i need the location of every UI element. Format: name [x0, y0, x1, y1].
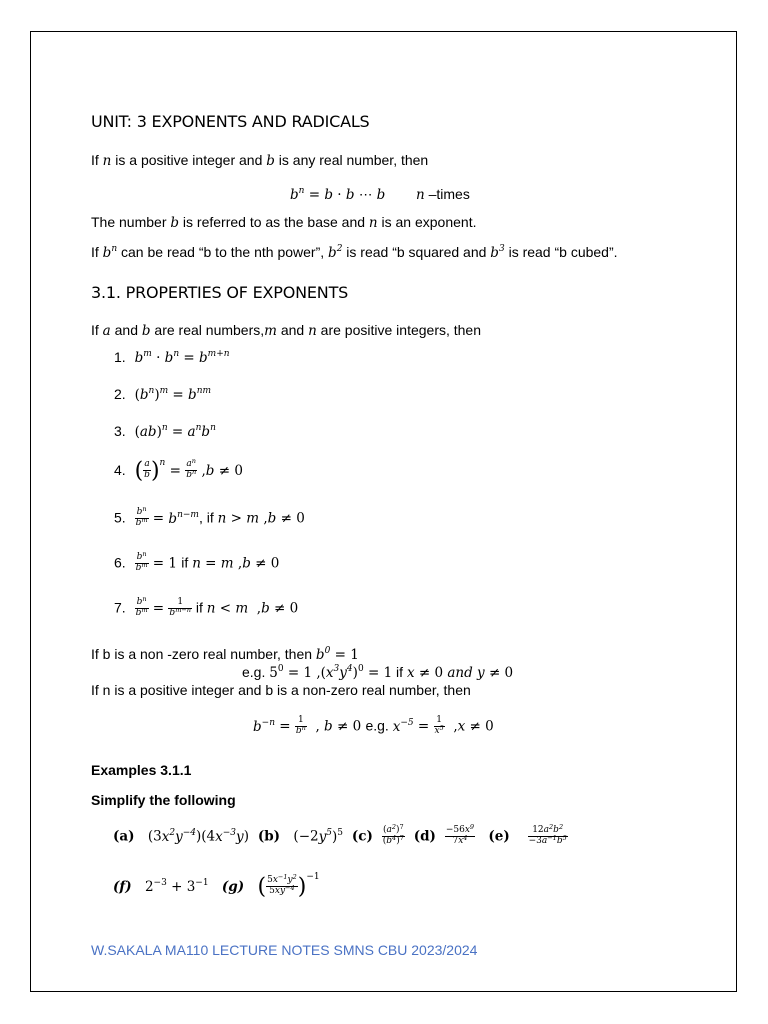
zero-exponent-rule: If b is a non -zero real number, then $b^0 = 1$ [91, 646, 359, 663]
intro-line-3: If $b^n$ can be read “b to the nth power”, $b^2$ is read “b squared and $b^3$ is read “b cubed”. [91, 244, 618, 261]
example-label-g: (g) [221, 879, 245, 895]
examples-row-2: (f) $2^{-3} + 3^{-1}$ (g) ( $\frac{5x^{-1}y^2}{5xy^{-4}}$ )$^{-1}$ [113, 872, 320, 900]
example-label-c: (c) [351, 828, 373, 845]
property-3: 3. $(ab)^n = a^nb^n$ [114, 423, 216, 440]
footer-text: W.SAKALA MA110 LECTURE NOTES SMNS CBU 2023/2024 [91, 942, 478, 958]
section-lead: If a and b are real numbers,m and n are positive integers, then [91, 322, 482, 339]
example-label-f: (f) [113, 879, 132, 895]
property-1: 1. $b^m \cdot b^n = b^{m+n}$ [114, 349, 230, 366]
page-title: UNIT: 3 EXPONENTS AND RADICALS [91, 112, 370, 131]
property-7: 7. $\frac{b^n}{b^m}$ = $\frac{1}{b^{m-n}}$ if n < m ,b ≠ 0 [114, 595, 299, 618]
examples-subheading: Simplify the following [91, 792, 236, 808]
power-definition: $b^n = b \cdot b$ ⋯ b [290, 186, 386, 203]
property-6: 6. $\frac{b^n}{b^m}$ = 1 if n = m ,b ≠ 0 [114, 550, 280, 573]
property-4: 4. ( $\frac{a}{b}$ )$^n$ = $\frac{a^n}{b^n}$ ,b ≠ 0 [114, 457, 243, 484]
property-5: 5. $\frac{b^n}{b^m}$ = $b^{n-m}$, if n > m ,b ≠ 0 [114, 505, 305, 528]
property-2: 2. $(b^n)^m = b^{nm}$ [114, 386, 212, 403]
intro-line-1: If n is a positive integer and b is any real number, then [91, 152, 429, 169]
section-heading: 3.1. PROPERTIES OF EXPONENTS [91, 283, 349, 302]
negative-exponent-rule: If n is a positive integer and b is a non-zero real number, then [91, 682, 471, 698]
power-definition-times: n –times [416, 186, 470, 203]
zero-exponent-example: e.g. $5^0 = 1$ $,(x^3y^4)^0 = 1$ if x ≠ 0 and y ≠ 0 [242, 664, 514, 681]
example-label-b: (b) [257, 828, 281, 845]
intro-line-2: The number b is referred to as the base and n is an exponent. [91, 214, 477, 231]
examples-heading: Examples 3.1.1 [91, 762, 192, 778]
example-label-d: (d) [413, 828, 436, 845]
example-label-e: (e) [488, 828, 510, 845]
example-label-a: (a) [113, 828, 135, 845]
negative-exponent-formula: $b^{-n}$ = $\frac{1}{b^n}$ , b ≠ 0 e.g. $x^{-5}$ = $\frac{1}{x^5}$ ,x ≠ 0 [253, 715, 494, 736]
examples-row-1: (a) $(3x^2y^{-4})(4x^{-3}y)$ (b) $(-2y^5)^5$ (c) $\frac{(a^2)^7}{(b^4)^7}$ (d) $\frac{-56x^9}{7x^4}$ (e) $\frac{12a^2b^2}{-3a^{-1}b^5}$ [113, 823, 567, 846]
